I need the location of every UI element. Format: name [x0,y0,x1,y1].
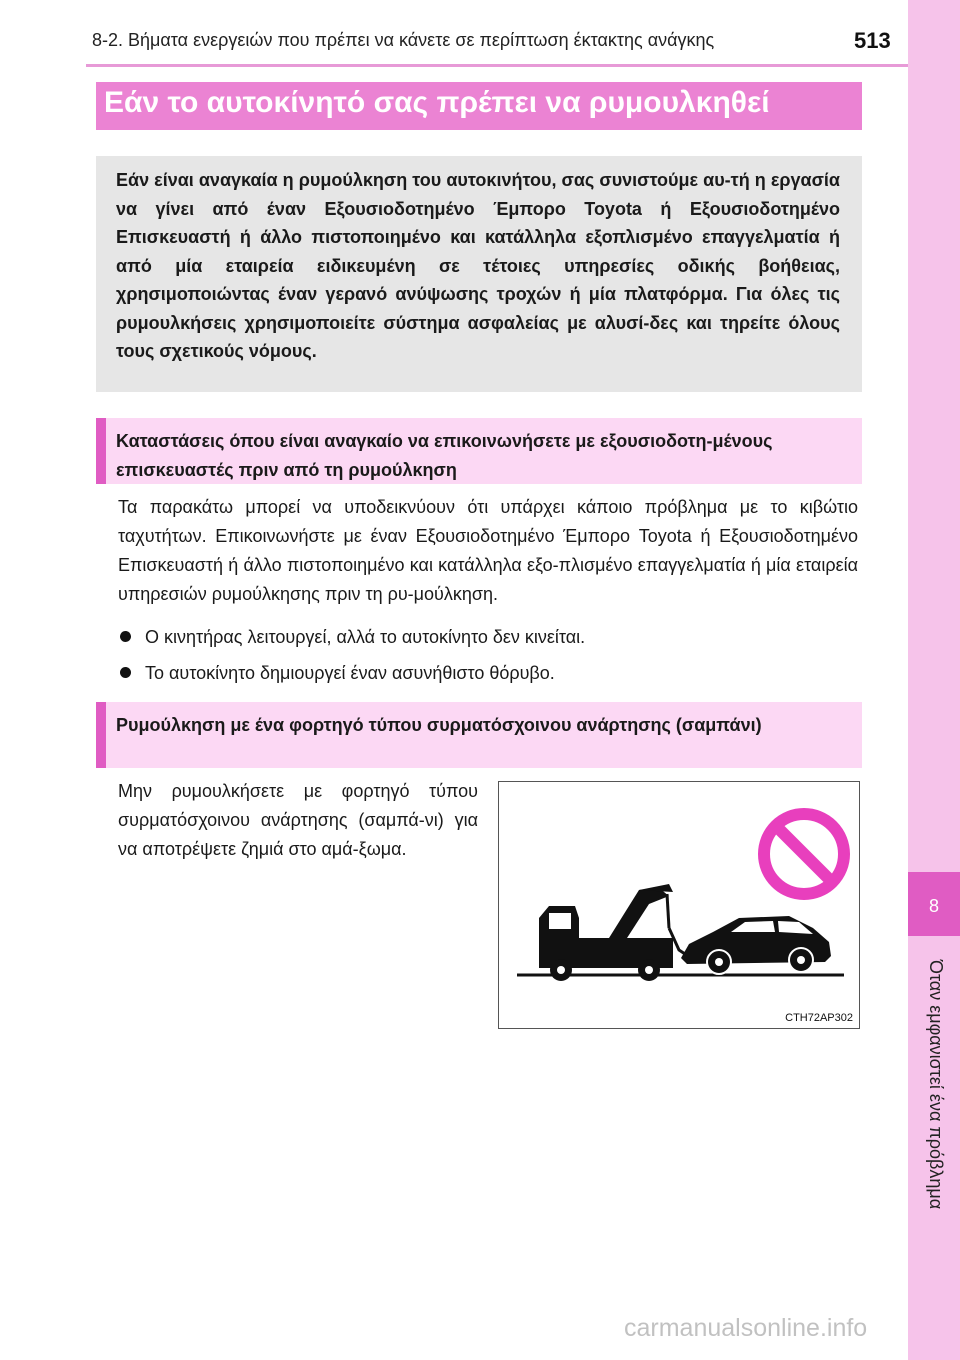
section-heading-sling-tow: Ρυμούλκηση με ένα φορτηγό τύπου συρματόσχοινου ανάρτησης (σαμπάνι) [96,702,862,768]
prohibition-icon [764,814,844,894]
bullet-item [120,624,585,650]
page-title: Εάν το αυτοκίνητό σας πρέπει να ρυμουλκηθεί [104,86,770,119]
bullet-item [120,660,555,686]
tow-truck-icon [539,884,685,981]
figure-code: CTH72AP302 [785,1012,853,1024]
bullet-text: Ο κινητήρας λειτουργεί, αλλά το αυτοκίνητο δεν κινείται. [145,627,586,647]
header-divider [86,64,908,67]
chapter-title: Όταν εμφανιστεί ένα πρόβλημα [926,960,946,1210]
tow-truck-figure [498,781,860,1029]
chapter-number: 8 [928,896,939,916]
intro-box [96,156,862,392]
bullet-icon [120,667,131,678]
page-number: 513 [854,28,891,53]
section-heading-contact-repairer: Καταστάσεις όπου είναι αναγκαίο να επικοινωνήσετε με εξουσιοδοτη-μένους επισκευαστές πριν από τη ρυμούλκηση [96,418,862,484]
car-icon [681,916,831,974]
section-body-sling-warning: Μην ρυμουλκήσετε με φορτηγό τύπου συρματόσχοινου ανάρτησης (σαμπά-νι) για να αποτρέψετε ζημιά στο αμά-ξωμα. [118,781,478,859]
section-body-transmission: Τα παρακάτω μπορεί να υποδεικνύουν ότι υπάρχει κάποιο πρόβλημα με το κιβώτιο ταχυτήτων. Επικοινωνήστε με έναν Εξουσιοδοτημένο Έμπορο Toyota ή Εξουσιοδοτημένο Επισκευαστή ή άλλο πιστοποιημένο και κατάλληλα εξο-πλισμένο επαγγελματία ή μία εταιρεία υπηρεσιών ρυμούλκησης πριν τη ρυ-μούλκηση. [118,497,858,604]
intro-text: Εάν είναι αναγκαία η ρυμούλκηση του αυτοκινήτου, σας συνιστούμε αυ-τή η εργασία να γίνει από έναν Εξουσιοδοτημένο Έμπορο Toyota ή Εξουσιοδοτημένο Επισκευαστή ή άλλο πιστοποιημένο και κατάλληλα εξοπλισμένο επαγγελματία ή από μία εταιρεία ειδικευμένη σε τέτοιες υπηρεσίες οδικής βοήθειας, χρησιμοποιώντας έναν γερανό ανύψωσης τροχών ή μία πλατφόρμα. Για όλες τις ρυμουλκήσεις χρησιμοποιείτε σύστημα ασφαλείας με αλυσί-δες και τηρείτε όλους τους σχετικούς νόμους. [116,170,840,361]
bullet-icon [120,631,131,642]
watermark: carmanualsonline.info [624,1314,868,1342]
bullet-text: Το αυτοκίνητο δημιουργεί έναν ασυνήθιστο θόρυβο. [145,663,555,683]
running-header: 8-2. Βήματα ενεργειών που πρέπει να κάνετε σε περίπτωση έκτακτης ανάγκης [92,30,715,50]
